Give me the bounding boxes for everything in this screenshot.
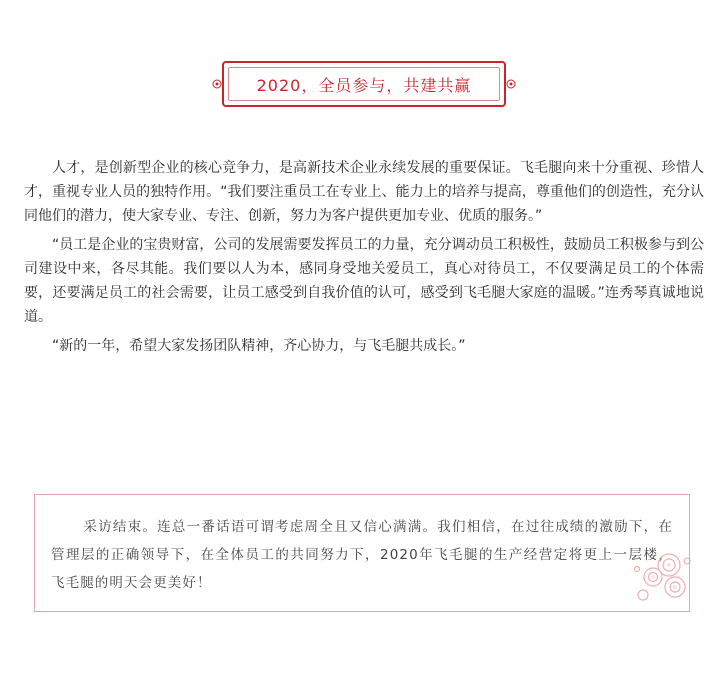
article-body <box>24 156 704 363</box>
title-banner <box>222 61 506 107</box>
article-paragraph: “新的一年，希望大家发扬团队精神，齐心协力，与飞毛腿共成长。” <box>52 338 466 354</box>
page-title: 2020，全员参与，共建共赢 <box>256 75 472 95</box>
ornament-dot-icon <box>506 79 516 89</box>
article-paragraph: 人才，是创新型企业的核心竞争力，是高新技术企业永续发展的重要保证。飞毛腿向来十分重视、珍惜人才，重视专业人员的独特作用。“我们要注重员工在专业上、能力上的培养与提高，尊重他们的创造性，充分认同他们的潜力，使大家专业、专注、创新，努力为客户提供更加专业、优质的服务。” <box>24 160 704 224</box>
auspicious-cloud-ornament-icon <box>629 547 695 607</box>
closing-paragraph: 采访结束。连总一番话语可谓考虑周全且又信心满满。我们相信，在过往成绩的激励下，在管理层的正确领导下，在全体员工的共同努力下，2020年飞毛腿的生产经营定将更上一层楼，飞毛腿的明天会更美好！ <box>51 519 673 591</box>
ornament-dot-icon <box>212 79 222 89</box>
closing-box <box>34 494 690 612</box>
article-paragraph: “员工是企业的宝贵财富，公司的发展需要发挥员工的力量，充分调动员工积极性，鼓励员工积极参与到公司建设中来，各尽其能。我们要以人为本，感同身受地关爱员工，真心对待员工，不仅要满足员工的个体需要，还要满足员工的社会需要，让员工感受到自我价值的认可，感受到飞毛腿大家庭的温暖。”连秀琴真诚地说道。 <box>24 237 704 325</box>
